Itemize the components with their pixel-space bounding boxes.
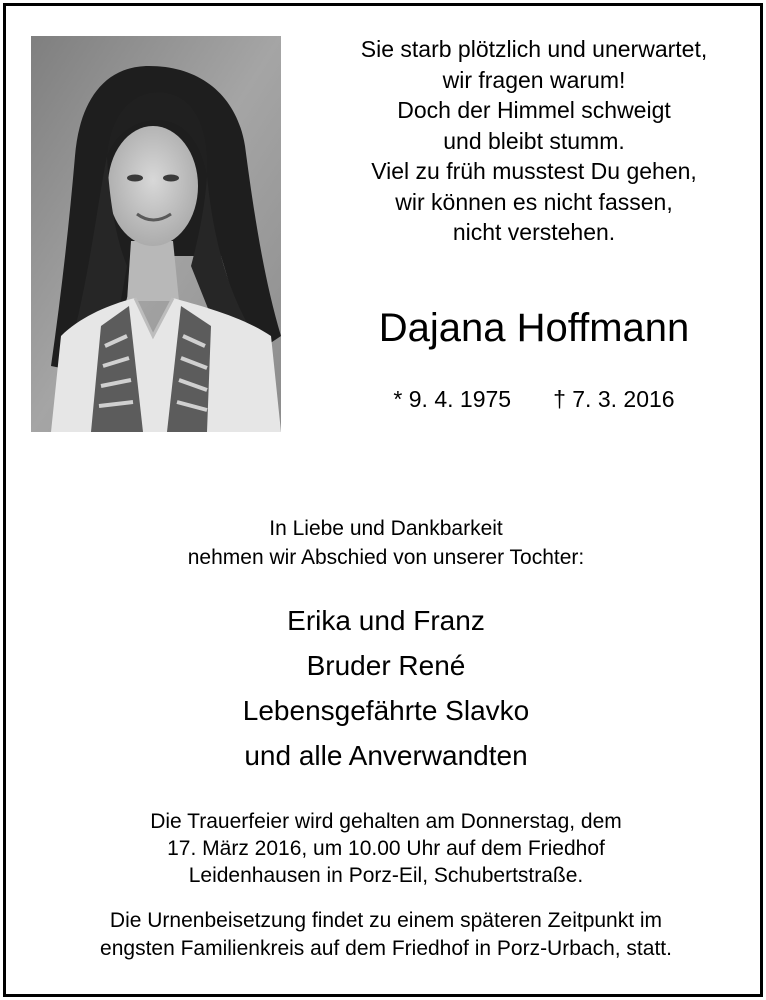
poem-line: Viel zu früh musstest Du gehen, (371, 158, 697, 184)
poem-line: wir können es nicht fassen, (395, 188, 673, 215)
poem-line: Doch der Himmel schweigt (397, 97, 671, 123)
deceased-name: Dajana Hoffmann (378, 306, 690, 350)
portrait-photo-image (31, 36, 281, 432)
birth-date: * 9. 4. 1975 (393, 386, 512, 412)
poem-line: und bleibt stumm. (443, 127, 625, 154)
death-date: † 7. 3. 2016 (553, 386, 675, 412)
portrait-photo (31, 36, 281, 432)
service-line: Die Trauerfeier wird gehalten am Donnerstag, dem (150, 810, 622, 833)
funeral-service-notice (6, 808, 766, 889)
service-line: Leidenhausen in Porz-Eil, Schubertstraße. (188, 864, 584, 887)
poem-line: Sie starb plötzlich und unerwartet, (360, 36, 708, 62)
intro-line: In Liebe und Dankbarkeit (269, 517, 503, 540)
mourner-line: Bruder René (306, 650, 466, 681)
mourner-line: Erika und Franz (287, 605, 485, 636)
mourner-line: Lebensgefährte Slavko (242, 695, 530, 726)
mourner-line: und alle Anverwandten (244, 740, 528, 771)
poem-verse (306, 34, 762, 248)
poem-line: nicht verstehen. (452, 219, 616, 245)
poem-line: wir fragen warum! (442, 66, 626, 93)
farewell-intro (6, 514, 766, 572)
urn-burial-notice (6, 907, 766, 963)
intro-line: nehmen wir Abschied von unserer Tochter: (187, 546, 585, 569)
service-line: 17. März 2016, um 10.00 Uhr auf dem Friedhof (167, 837, 605, 860)
life-dates (306, 384, 762, 414)
obituary-frame (3, 3, 763, 997)
urn-line: Die Urnenbeisetzung findet zu einem späteren Zeitpunkt im (109, 909, 663, 932)
mourners-list (6, 598, 766, 778)
urn-line: engsten Familienkreis auf dem Friedhof in Porz-Urbach, statt. (100, 937, 672, 960)
